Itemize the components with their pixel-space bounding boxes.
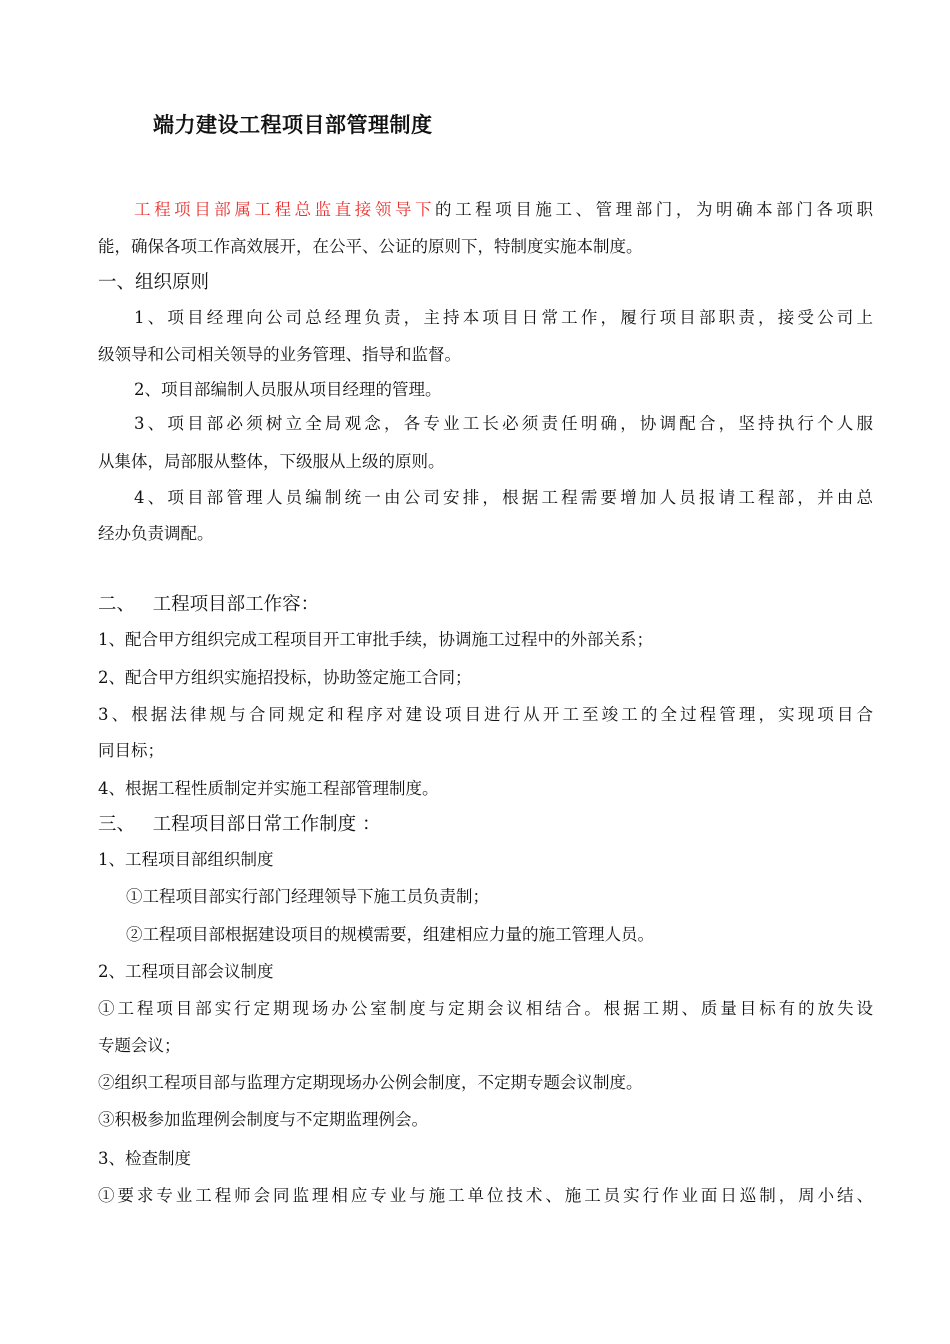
section2-heading: 二、 工程项目部工作容： xyxy=(98,594,320,615)
section1-heading: 一、组织原则 xyxy=(98,272,210,293)
section2-item4: 4、根据工程性质制定并实施工程部管理制度。 xyxy=(98,779,439,798)
section3-sub2-item2: ②组织工程项目部与监理方定期现场办公例会制度，不定期专题会议制度。 xyxy=(98,1073,643,1092)
section3-sub1-item2: ②工程项目部根据建设项目的规模需要，组建相应力量的施工管理人员。 xyxy=(126,925,654,944)
document-title: 端力建设工程项目部管理制度 xyxy=(153,113,433,137)
intro-line-1 xyxy=(134,200,873,220)
intro-highlight: 工程项目部属工程总监直接领导下 xyxy=(134,200,436,219)
section1-item4-line1: 4、项目部管理人员编制统一由公司安排，根据工程需要增加人员报请工程部，并由总 xyxy=(134,488,873,507)
section3-sub1-title: 1、工程项目部组织制度 xyxy=(98,850,274,869)
section3-sub1-item1: ①工程项目部实行部门经理领导下施工员负责制； xyxy=(126,887,489,906)
section1-item3-line1: 3、项目部必须树立全局观念，各专业工长必须责任明确，协调配合，坚持执行个人服 xyxy=(134,414,873,433)
section2-item3-line1: 3、根据法律规与合同规定和程序对建设项目进行从开工至竣工的全过程管理，实现项目合 xyxy=(98,705,873,724)
intro-line-2: 能，确保各项工作高效展开，在公平、公证的原则下，特制度实施本制度。 xyxy=(98,237,643,256)
section2-item1: 1、配合甲方组织完成工程项目开工审批手续，协调施工过程中的外部关系； xyxy=(98,630,653,649)
section3-sub3-title: 3、检查制度 xyxy=(98,1149,191,1168)
section3-sub3-item1-line1: ①要求专业工程师会同监理相应专业与施工单位技术、施工员实行作业面日巡制，周小结、 xyxy=(98,1186,873,1205)
section3-sub2-item1-line2: 专题会议； xyxy=(98,1036,181,1055)
section3-sub2-title: 2、工程项目部会议制度 xyxy=(98,962,274,981)
section3-sub2-item3: ③积极参加监理例会制度与不定期监理例会。 xyxy=(98,1110,428,1129)
section2-item2: 2、配合甲方组织实施招投标，协助签定施工合同； xyxy=(98,668,472,687)
section1-item1-line1: 1、项目经理向公司总经理负责，主持本项目日常工作，履行项目部职责，接受公司上 xyxy=(134,308,873,327)
section1-item3-line2: 从集体，局部服从整体，下级服从上级的原则。 xyxy=(98,452,445,471)
section1-item2: 2、项目部编制人员服从项目经理的管理。 xyxy=(134,380,442,399)
section3-heading: 三、 工程项目部日常工作制度 ： xyxy=(98,814,381,835)
intro-line-1-rest: 的工程项目施工、管理部门，为明确本部门各项职 xyxy=(435,200,874,219)
section2-item3-line2: 同目标； xyxy=(98,741,164,760)
section1-item1-line2: 级领导和公司相关领导的业务管理、指导和监督。 xyxy=(98,345,461,364)
section1-item4-line2: 经办负责调配。 xyxy=(98,524,214,543)
section3-sub2-item1-line1: ①工程项目部实行定期现场办公室制度与定期会议相结合。根据工期、质量目标有的放失设 xyxy=(98,999,873,1018)
